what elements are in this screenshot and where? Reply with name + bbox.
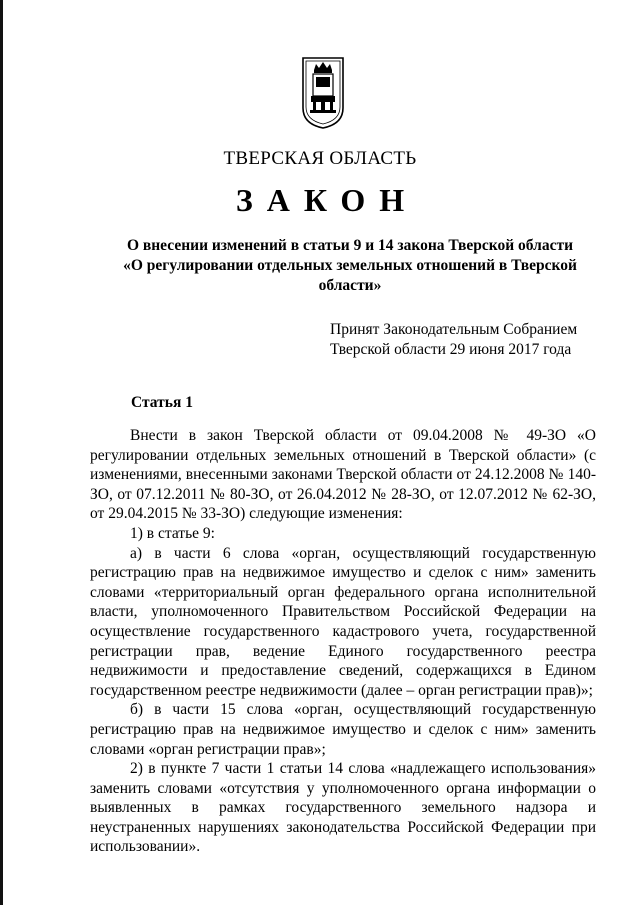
adoption-line: Принят Законодательным Собранием [330,321,578,338]
document-type: ЗАКОН [235,182,419,218]
article-body [90,426,596,857]
adoption-line: Тверской области 29 июня 2017 года [330,341,572,358]
paragraph: 2) в пункте 7 части 1 статьи 14 слова «надлежащего использования» заменить словами «отсутствия у уполномоченного органа информации о выявленных в рамках государственного земельного надзора и неустраненных нарушениях законодательства Российской Федерации при использовании». [90,760,596,856]
paragraph: 1) в статье 9: [130,524,215,542]
paragraph: б) в части 15 слова «орган, осуществляющий государственную регистрацию прав на недвижимое имущество и сделок с ним» заменить словами «орган регистрации прав»; [90,701,596,758]
paragraph: а) в части 6 слова «орган, осуществляющий государственную регистрацию прав на недвижимое имущество и сделок с ним» заменить словами «территориальный орган федерального органа исполнительной власти, уполномоченного Правительством Российской Федерации на осуществление государственного кадастрового учета, государственной регистрации прав, ведение Единого государственного реестра недвижимости и предоставление сведений, содержащихся в Едином государственном реестре недвижимости (далее – орган регистрации прав)»; [90,544,596,699]
paragraph: Внести в закон Тверской области от 09.04.2008 № 49-ЗО «О регулировании отдельных земельных отношений в Тверской области» (с изменениями, внесенными законами Тверской области от 24.12.2008 № 140-ЗО, от 07.12.2011 № 80-ЗО, от 26.04.2012 № 28-ЗО, от 12.07.2012 № 62-ЗО, от 29.04.2015 № 33-ЗО) следующие изменения: [90,427,596,523]
law-title: О внесении изменений в статьи 9 и 14 закона Тверской области «О регулировании отдельных земельных отношений в Тверской области» [123,237,577,294]
tver-coat-of-arms-icon [301,56,345,130]
adoption-info [330,320,577,360]
page-edge-line [0,0,3,905]
article-heading: Статья 1 [131,394,193,411]
region-name: ТВЕРСКАЯ ОБЛАСТЬ [223,148,417,169]
